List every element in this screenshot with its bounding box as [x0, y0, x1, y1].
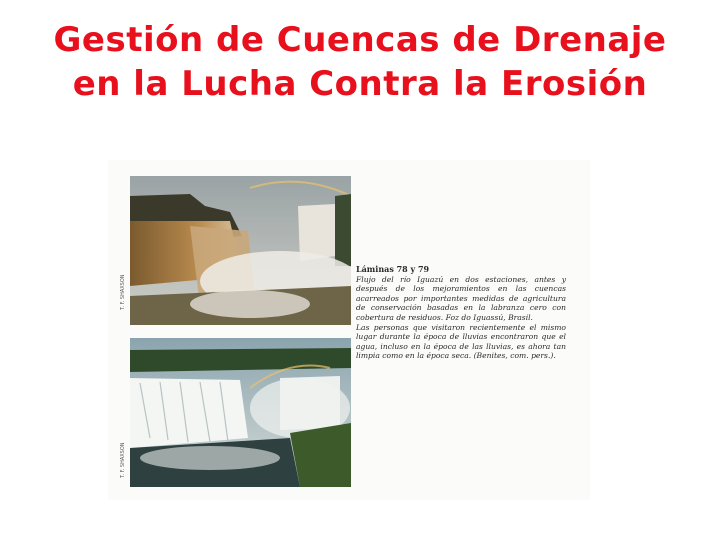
- photo-credit: T. F. SHAXSON: [120, 274, 126, 310]
- caption-paragraph: Las personas que visitaron recientemente el mismo lugar durante la época de lluvias encontraron que el agua, incluso en la época de las lluvias, es ahora tan limpia como en la época seca. (Benites, com. pers.).: [356, 322, 566, 361]
- caption-paragraph: Flujo del río Iguazú en dos estaciones, antes y después de los mejoramientos en las cuencas acarreados por importantes medidas de agricultura de conservación basadas en la labranza cero con cobertura de residuos. Foz do Iguassú, Brasil.: [356, 274, 566, 322]
- waterfall-after-image: [130, 338, 351, 487]
- figure-caption: [356, 265, 566, 361]
- title-line-2: en la Lucha Contra la Erosión: [72, 64, 648, 104]
- scanned-figure: [108, 160, 590, 500]
- slide-title: [0, 18, 720, 106]
- waterfall-before-image: [130, 176, 351, 325]
- photo-credit: T. F. SHAXSON: [120, 442, 126, 478]
- caption-heading: Láminas 78 y 79: [356, 264, 430, 274]
- title-line-1: Gestión de Cuencas de Drenaje: [53, 20, 667, 60]
